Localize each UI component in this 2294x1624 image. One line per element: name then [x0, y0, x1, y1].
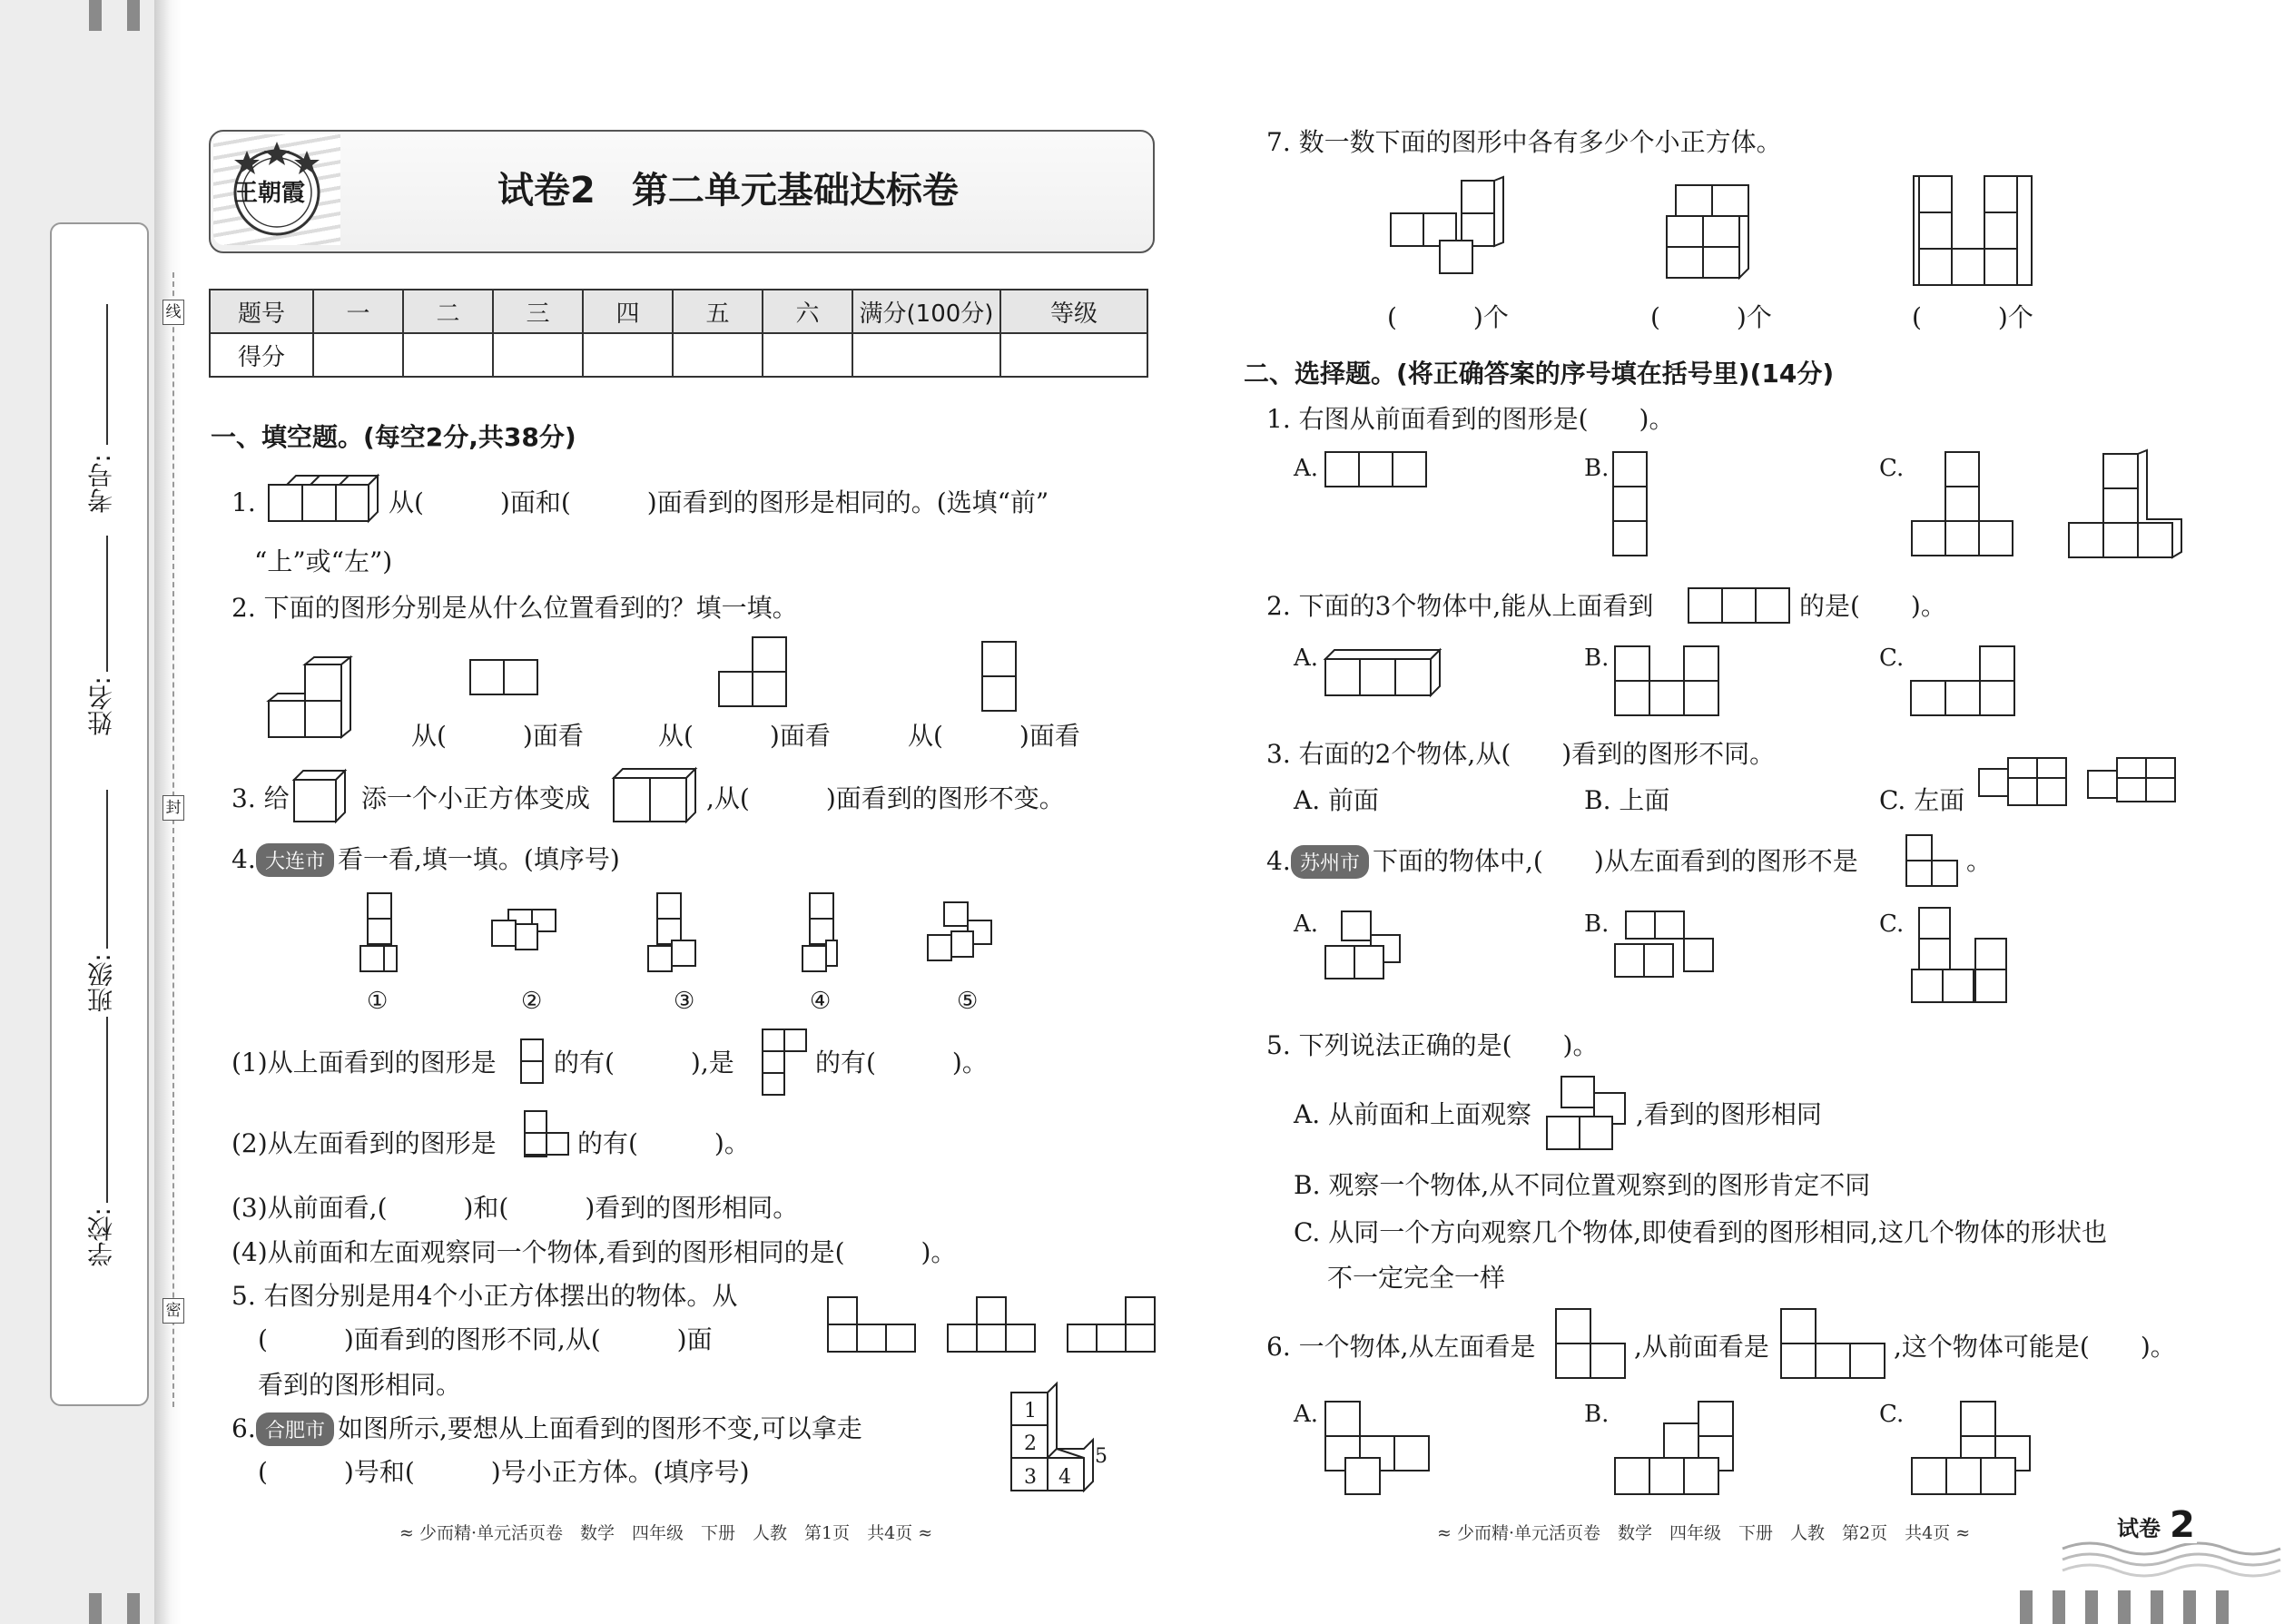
option-label[interactable]: B.: [1584, 1401, 1610, 1428]
q3-text: 添一个小正方体变成: [361, 783, 591, 813]
crop-mark: [127, 0, 140, 31]
table-cell: 题号: [210, 290, 313, 333]
option-label[interactable]: B.: [1584, 455, 1610, 482]
q5-text: ( )面看到的图形不同,从( )面: [258, 1324, 713, 1354]
c6-left-view: [1554, 1307, 1630, 1383]
c1-text: 1. 右图从前面看到的图形是( )。: [1266, 404, 1675, 434]
c6-option-a[interactable]: [1322, 1398, 1440, 1503]
cut-line: [172, 272, 174, 1407]
field-exam-number: 考号:: [86, 454, 116, 514]
q4-3-text: (3)从前面看,( )和( )看到的图形相同。: [231, 1193, 799, 1223]
option-label[interactable]: C.: [1879, 1401, 1905, 1428]
q7-figure-1: [1389, 177, 1516, 286]
page-number: 2: [2170, 1504, 2195, 1546]
q1-cube-figure: [265, 470, 383, 530]
figure-label: ②: [521, 988, 543, 1015]
c4-region-badge: 苏州市: [1291, 845, 1369, 879]
q6-number: 6.: [231, 1413, 256, 1443]
q2-blank[interactable]: 从( )面看: [908, 721, 1080, 751]
q4-figure-5: [926, 899, 1008, 971]
c2-option-c[interactable]: [1909, 641, 2029, 723]
q7-figure-2: [1663, 182, 1763, 283]
table-cell: 一: [313, 290, 403, 333]
field-line: [106, 790, 108, 949]
q7-blank[interactable]: ( )个: [1387, 302, 1509, 332]
q6-region-badge: 合肥市: [256, 1412, 334, 1446]
table-cell: 四: [583, 290, 673, 333]
q7-blank[interactable]: ( )个: [1650, 302, 1772, 332]
cube-number: 5: [1095, 1445, 1108, 1468]
q4-region-badge: 大连市: [256, 843, 334, 877]
q7-figure-3: [1914, 172, 2041, 290]
cube-number: 3: [1024, 1466, 1037, 1489]
q4-1-view-a: [519, 1038, 546, 1088]
crop-mark: [89, 1593, 102, 1624]
cube-number: 2: [1024, 1432, 1037, 1455]
score-cell[interactable]: [852, 333, 1000, 377]
q4-text: 看一看,填一填。(填序号): [338, 844, 620, 874]
footer-right: ≈ 少而精·单元活页卷 数学 四年级 下册 人教 第2页 共4页 ≈: [1437, 1523, 1971, 1543]
q4-figure-1: [359, 890, 404, 977]
page-title: 试卷2 第二单元基础达标卷: [497, 170, 959, 212]
c3-option-b[interactable]: B. 上面: [1584, 785, 1670, 815]
q2-text: 2. 下面的图形分别是从什么位置看到的？填一填。: [231, 593, 798, 623]
seal-mark: 封: [162, 795, 184, 821]
q6-text: 如图所示,要想从上面看到的图形不变,可以拿走: [338, 1413, 862, 1443]
c4-number: 4.: [1266, 846, 1291, 876]
q3-cube-a: [290, 767, 356, 827]
c3-figure-2: [2086, 756, 2186, 811]
field-class: 班级:: [86, 953, 116, 1013]
q3-text: 3. 给: [231, 783, 290, 813]
score-cell[interactable]: [403, 333, 493, 377]
q1-text: 从( )面和( )面看到的图形是相同的。(选填“前”: [389, 487, 1049, 517]
table-cell: 三: [493, 290, 583, 333]
section-1-title: 一、填空题。(每空2分,共38分): [211, 422, 576, 452]
c2-option-b[interactable]: [1611, 641, 1729, 723]
c3-text: 3. 右面的2个物体,从( )看到的图形不同。: [1266, 739, 1776, 769]
option-label[interactable]: B.: [1584, 645, 1610, 672]
q4-2-text: 的有( )。: [577, 1128, 750, 1158]
q4-1-view-b: [761, 1028, 812, 1100]
q7-blank[interactable]: ( )个: [1912, 302, 2033, 332]
table-cell: 二: [403, 290, 493, 333]
c1-option-b[interactable]: [1611, 450, 1651, 557]
c1-option-a[interactable]: [1324, 450, 1429, 490]
crop-mark: [89, 0, 102, 31]
option-label[interactable]: A.: [1294, 455, 1319, 482]
q2-solid-figure: [265, 655, 356, 743]
footer-left: ≈ 少而精·单元活页卷 数学 四年级 下册 人教 第1页 共4页 ≈: [399, 1523, 933, 1543]
figure-label: ③: [674, 988, 695, 1015]
c4-text: 。: [1966, 846, 1993, 876]
option-label[interactable]: C.: [1879, 910, 1905, 938]
q4-figure-4: [799, 890, 844, 977]
c5-option-b[interactable]: B. 观察一个物体,从不同位置观察到的图形肯定不同: [1294, 1170, 1871, 1200]
c6-front-view: [1779, 1307, 1890, 1383]
figure-label: ①: [367, 988, 389, 1015]
table-cell: 等级: [1000, 290, 1147, 333]
c5-option-c[interactable]: C. 从同一个方向观察几个物体,即使看到的图形相同,这几个物体的形状也: [1294, 1217, 2108, 1247]
c6-option-b[interactable]: [1611, 1398, 1748, 1503]
q2-blank[interactable]: 从( )面看: [658, 721, 831, 751]
c3-option-c[interactable]: C. 左面: [1879, 785, 1965, 815]
q7-text: 7. 数一数下面的图形中各有多少个小正方体。: [1266, 127, 1782, 157]
field-line: [106, 536, 108, 672]
logo-text: 王朝霞: [234, 180, 306, 207]
c5-option-a[interactable]: A. 从前面和上面观察: [1294, 1099, 1532, 1129]
option-label[interactable]: A.: [1294, 1401, 1319, 1428]
q3-cube-b: [610, 765, 701, 827]
q5-figure-3: [1066, 1294, 1160, 1357]
field-name: 姓名:: [86, 676, 116, 736]
c2-option-a[interactable]: [1322, 641, 1449, 701]
q2-view-c: [980, 640, 1020, 716]
q4-1-text: 的有( ),是: [554, 1048, 734, 1078]
cube-number: 1: [1024, 1400, 1037, 1422]
seal-mark: 密: [162, 1298, 184, 1324]
field-line: [106, 1017, 108, 1203]
option-label[interactable]: C.: [1879, 455, 1905, 482]
option-label[interactable]: A.: [1294, 910, 1319, 938]
table-cell: 得分: [210, 333, 313, 377]
score-cell[interactable]: [763, 333, 852, 377]
c5-text: 5. 下列说法正确的是( )。: [1266, 1030, 1599, 1060]
q6-text: ( )号和( )号小正方体。(填序号): [258, 1457, 750, 1487]
option-label[interactable]: C.: [1879, 645, 1905, 672]
score-table: [209, 289, 1148, 378]
q5-figure-2: [946, 1294, 1040, 1357]
c4-option-a[interactable]: [1322, 908, 1413, 986]
q5-figure-1: [826, 1294, 921, 1357]
q5-text: 看到的图形相同。: [258, 1370, 462, 1400]
c6-text: ,从前面看是: [1634, 1332, 1769, 1362]
q2-view-b: [717, 635, 790, 712]
crop-mark: [127, 1593, 140, 1624]
option-label[interactable]: B.: [1584, 910, 1610, 938]
score-table-header-row: [210, 290, 1147, 333]
score-table-row: [210, 333, 1147, 377]
q4-4-text: (4)从前面和左面观察同一个物体,看到的图形相同的是( )。: [231, 1237, 957, 1267]
table-cell: 五: [673, 290, 763, 333]
c6-text: ,这个物体可能是( )。: [1894, 1332, 2176, 1362]
q4-1-text: 的有( )。: [815, 1048, 988, 1078]
q1-number: 1.: [231, 487, 256, 517]
figure-label: ⑤: [957, 988, 979, 1015]
option-label[interactable]: A.: [1294, 645, 1319, 672]
q4-2-text: (2)从左面看到的图形是: [231, 1128, 497, 1158]
c6-option-c[interactable]: [1908, 1398, 2044, 1503]
c3-option-a[interactable]: A. 前面: [1294, 785, 1380, 815]
q5-text: 5. 右图分别是用4个小正方体摆出的物体。从: [231, 1281, 738, 1311]
c2-top-view: [1687, 586, 1794, 626]
seal-mark: 线: [162, 300, 184, 325]
q4-number: 4.: [231, 844, 256, 874]
q4-2-view: [523, 1109, 574, 1178]
section-2-title: 二、选择题。(将正确答案的序号填在括号里)(14分): [1244, 359, 1835, 389]
c5-option-a-figure: [1543, 1071, 1630, 1158]
score-cell[interactable]: [673, 333, 763, 377]
c1-reference-figure: [2065, 450, 2187, 570]
q4-figure-2: [490, 906, 563, 960]
q4-figure-3: [646, 890, 710, 977]
c4-left-view: [1905, 833, 1961, 890]
q2-blank[interactable]: 从( )面看: [411, 721, 584, 751]
c5-option-a-text: ,看到的图形相同: [1636, 1099, 1822, 1129]
c5-option-c-continued: 不一定完全一样: [1327, 1263, 1506, 1293]
field-line: [106, 304, 108, 445]
page-label: 试卷: [2117, 1516, 2161, 1541]
score-cell[interactable]: [583, 333, 673, 377]
figure-label: ④: [810, 988, 832, 1015]
score-cell[interactable]: [1000, 333, 1147, 377]
crop-marks-right: [2020, 1590, 2238, 1624]
score-cell[interactable]: [313, 333, 403, 377]
cube-number: 4: [1058, 1466, 1071, 1489]
table-cell: 满分(100分): [852, 290, 1000, 333]
q3-text: ,从( )面看到的图形不变。: [706, 783, 1065, 813]
q1-text-continued: “上”或“左”): [254, 546, 393, 576]
c4-text: 下面的物体中,( )从左面看到的图形不是: [1373, 846, 1858, 876]
q4-1-text: (1)从上面看到的图形是: [231, 1048, 497, 1078]
c2-text: 2. 下面的3个物体中,能从上面看到: [1266, 591, 1654, 621]
c2-text: 的是( )。: [1799, 591, 1946, 621]
field-school: 学校:: [86, 1207, 116, 1267]
c4-option-c[interactable]: [1908, 904, 2021, 1009]
c1-option-c[interactable]: [1909, 450, 2018, 557]
c3-figure-1: [1977, 756, 2077, 811]
table-cell: 六: [763, 290, 852, 333]
c4-option-b[interactable]: [1611, 908, 1720, 986]
c6-text: 6. 一个物体,从左面看是: [1266, 1332, 1536, 1362]
q2-view-a: [468, 658, 541, 698]
score-cell[interactable]: [493, 333, 583, 377]
